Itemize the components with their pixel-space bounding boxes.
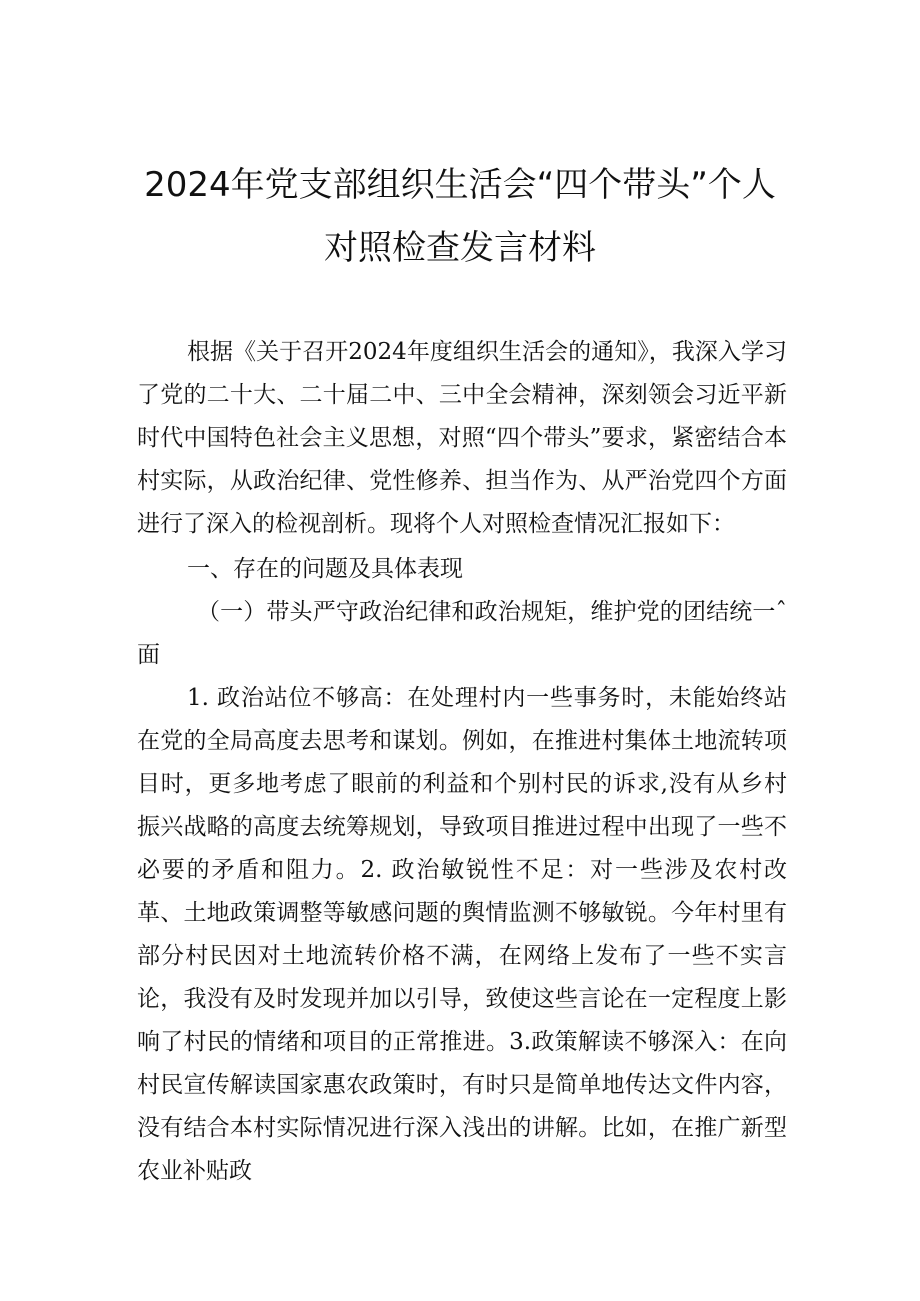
- subsection-heading: （一）带头严守政治纪律和政治规矩，维护党的团结统一ˆ面: [137, 599, 787, 668]
- intro-paragraph: 根据《关于召开2024年度组织生活会的通知》，我深入学习了党的二十大、二十届二中、三中全会精神，深刻领会习近平新时代中国特色社会主义思想，对照“四个带头”要求，紧密结合本村实际，从政治纪律、党性修养、担当作为、从严治党四个方面进行了深入的检视剖析。现将个人对照检查情况汇报如下：: [137, 339, 787, 537]
- body-paragraph: 1. 政治站位不够高：在处理村内一些事务时，未能始终站在党的全局高度去思考和谋划。例如，在推进村集体土地流转项目时，更多地考虑了眼前的利益和个别村民的诉求,没有从乡村振兴战略的高度去统筹规划，导致项目推进过程中出现了一些不必要的矛盾和阻力。2. 政治敏锐性不足：对一些涉及农村改革、土地政策调整等敏感问题的舆情监测不够敏锐。今年村里有部分村民因对土地流转价格不满，在网络上发布了一些不实言论，我没有及时发现并加以引导，致使这些言论在一定程度上影响了村民的情绪和项目的正常推进。3.政策解读不够深入：在向村民宣传解读国家惠农政策时，有时只是简单地传达文件内容，没有结合本村实际情况进行深入浅出的讲解。比如，在推广新型农业补贴政: [137, 685, 787, 1184]
- document-title-line-2: 对照检查发言材料: [324, 228, 596, 268]
- document-title-line-1: 2024年党支部组织生活会“四个带头”个人: [144, 165, 776, 205]
- section-heading: 一、存在的问题及具体表现: [187, 556, 463, 582]
